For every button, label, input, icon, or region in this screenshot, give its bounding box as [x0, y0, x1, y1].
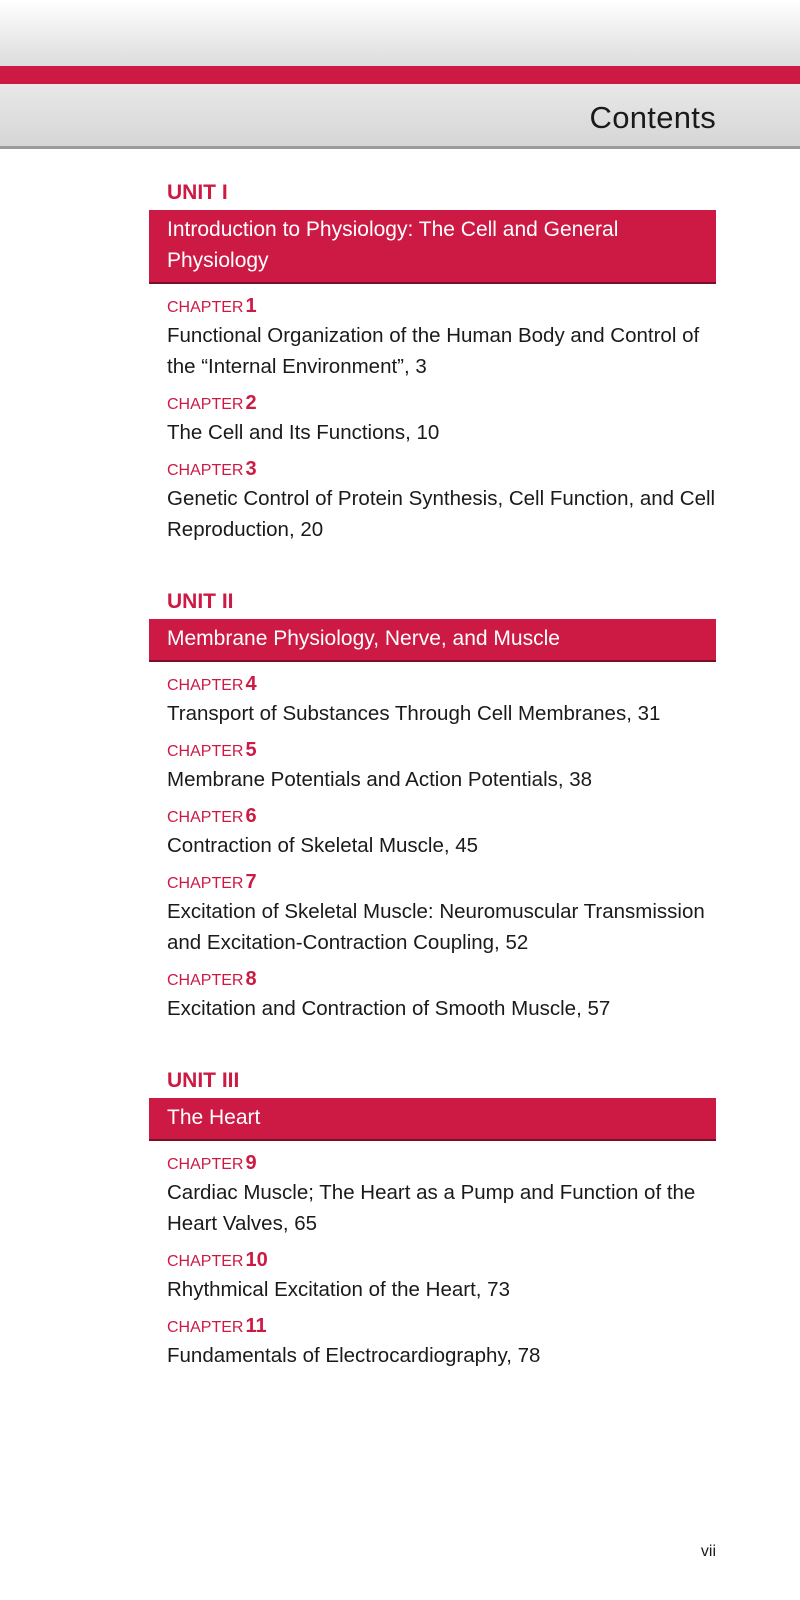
chapter-entry[interactable]	[167, 1248, 716, 1305]
unit-3	[149, 1068, 716, 1371]
chapter-label	[167, 391, 716, 417]
chapter-entry[interactable]	[167, 804, 716, 861]
page-number: vii	[700, 1543, 716, 1560]
chapter-label	[167, 738, 716, 764]
accent-bar	[0, 66, 800, 84]
chapter-label	[167, 870, 716, 896]
unit-title: Membrane Physiology, Nerve, and Muscle	[149, 619, 716, 662]
chapter-word: CHAPTER	[167, 972, 244, 989]
chapter-entry[interactable]	[167, 967, 716, 1024]
chapter-label	[167, 294, 716, 320]
chapter-word: CHAPTER	[167, 875, 244, 892]
chapter-entry[interactable]	[167, 738, 716, 795]
chapter-number: 6	[245, 805, 257, 827]
chapter-entry[interactable]	[167, 672, 716, 729]
chapter-number: 11	[245, 1315, 267, 1337]
chapter-label	[167, 672, 716, 698]
chapter-word: CHAPTER	[167, 1319, 244, 1336]
unit-label: UNIT II	[167, 590, 234, 613]
chapter-title: Membrane Potentials and Action Potentials, 38	[167, 768, 593, 791]
chapter-number: 1	[245, 295, 257, 317]
chapter-list	[149, 662, 716, 1024]
chapter-title: Rhythmical Excitation of the Heart, 73	[167, 1278, 510, 1301]
unit-1	[149, 180, 716, 545]
chapter-word: CHAPTER	[167, 809, 244, 826]
chapter-word: CHAPTER	[167, 299, 244, 316]
chapter-title: Fundamentals of Electrocardiography, 78	[167, 1344, 541, 1367]
chapter-word: CHAPTER	[167, 1156, 244, 1173]
chapter-list	[149, 1141, 716, 1371]
chapter-label	[167, 967, 716, 993]
chapter-title: Cardiac Muscle; The Heart as a Pump and Function of the Heart Valves, 65	[167, 1181, 696, 1235]
chapter-entry[interactable]	[167, 870, 716, 958]
chapter-title: Excitation and Contraction of Smooth Muscle, 57	[167, 997, 611, 1020]
chapter-list	[149, 284, 716, 545]
top-gradient	[0, 0, 800, 66]
chapter-word: CHAPTER	[167, 1253, 244, 1270]
chapter-number: 8	[245, 968, 257, 990]
chapter-label	[167, 804, 716, 830]
unit-title: Introduction to Physiology: The Cell and General Physiology	[149, 210, 716, 284]
contents-list	[149, 180, 716, 1415]
chapter-word: CHAPTER	[167, 396, 244, 413]
chapter-title: The Cell and Its Functions, 10	[167, 421, 440, 444]
chapter-title: Transport of Substances Through Cell Membranes, 31	[167, 702, 661, 725]
chapter-number: 10	[245, 1249, 268, 1271]
chapter-word: CHAPTER	[167, 677, 244, 694]
chapter-number: 5	[245, 739, 257, 761]
chapter-entry[interactable]	[167, 294, 716, 382]
chapter-number: 9	[245, 1152, 257, 1174]
chapter-entry[interactable]	[167, 391, 716, 448]
chapter-label	[167, 1248, 716, 1274]
chapter-number: 2	[245, 392, 257, 414]
chapter-title: Contraction of Skeletal Muscle, 45	[167, 834, 479, 857]
chapter-title: Genetic Control of Protein Synthesis, Cell Function, and Cell Reproduction, 20	[167, 487, 716, 541]
unit-label: UNIT I	[167, 181, 228, 204]
unit-2	[149, 589, 716, 1024]
chapter-entry[interactable]	[167, 457, 716, 545]
unit-title: The Heart	[149, 1098, 716, 1141]
chapter-title: Functional Organization of the Human Body and Control of the “Internal Environment”, 3	[167, 324, 700, 378]
chapter-label	[167, 457, 716, 483]
chapter-word: CHAPTER	[167, 462, 244, 479]
unit-label: UNIT III	[167, 1069, 240, 1092]
chapter-entry[interactable]	[167, 1314, 716, 1371]
chapter-number: 7	[245, 871, 257, 893]
page-title: Contents	[589, 100, 716, 135]
chapter-word: CHAPTER	[167, 743, 244, 760]
chapter-number: 4	[245, 673, 257, 695]
chapter-number: 3	[245, 458, 257, 480]
chapter-label	[167, 1151, 716, 1177]
chapter-label	[167, 1314, 716, 1340]
chapter-title: Excitation of Skeletal Muscle: Neuromuscular Transmission and Excitation-Contraction Coupling, 52	[167, 900, 705, 954]
chapter-entry[interactable]	[167, 1151, 716, 1239]
